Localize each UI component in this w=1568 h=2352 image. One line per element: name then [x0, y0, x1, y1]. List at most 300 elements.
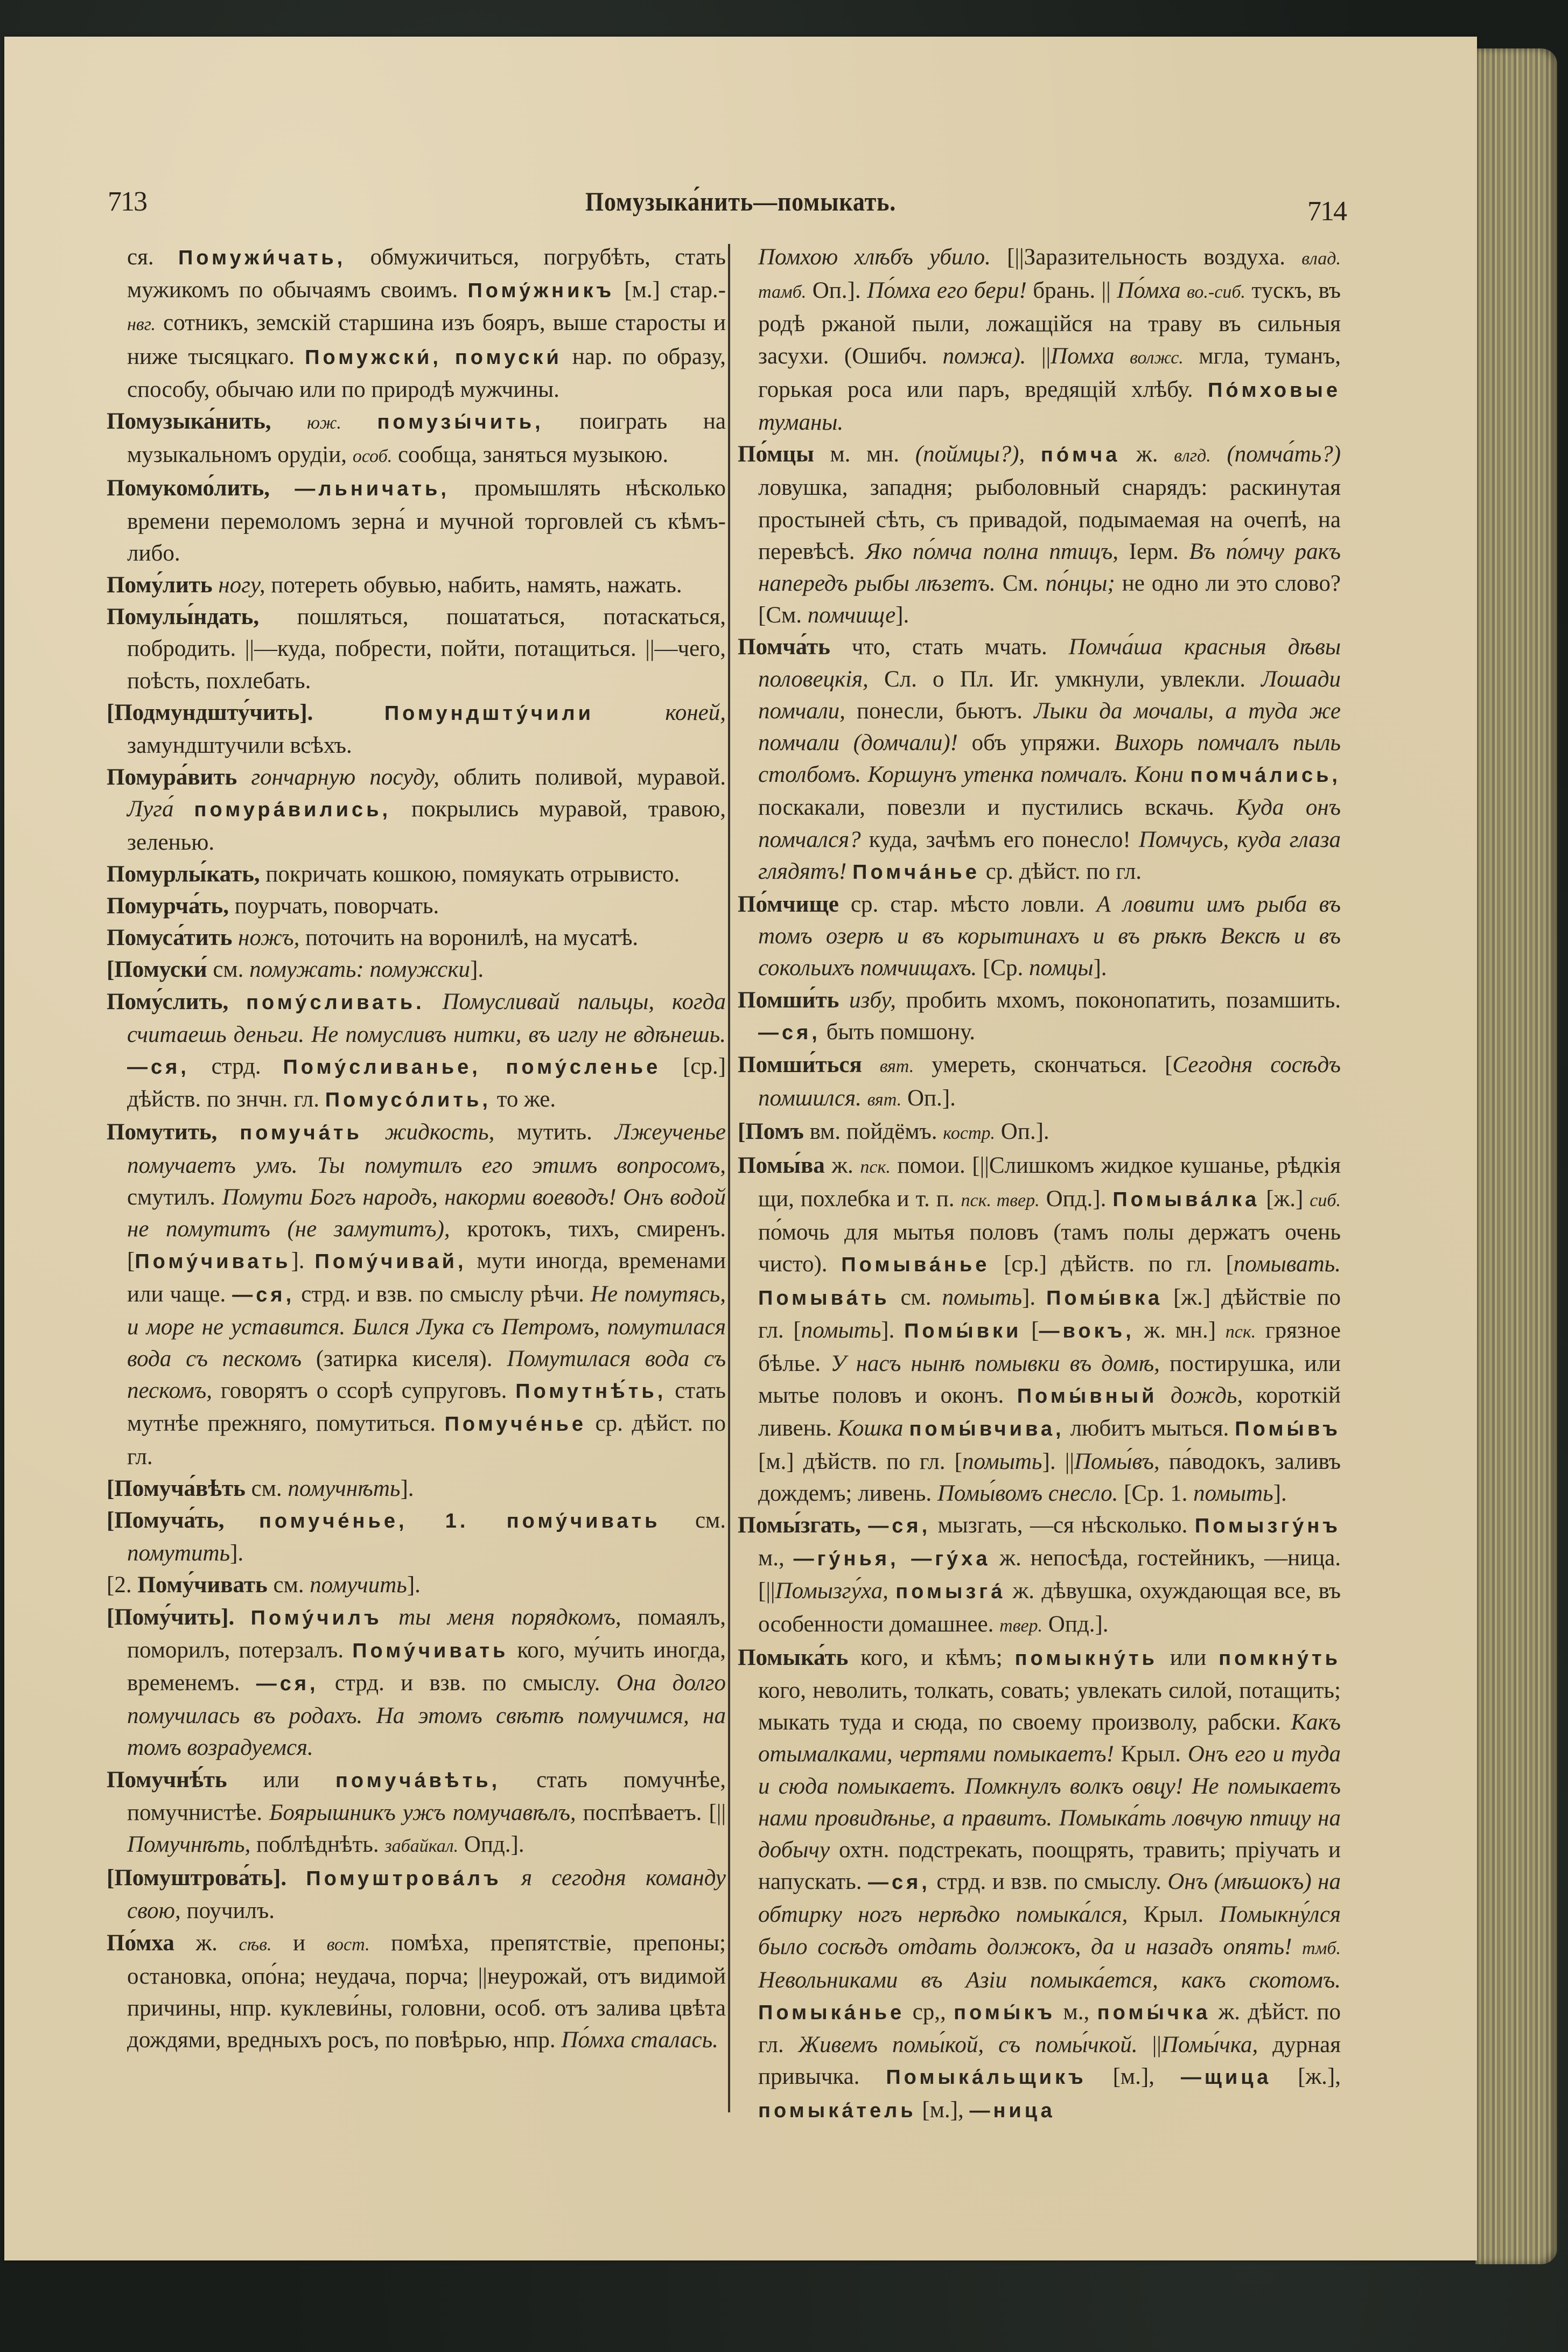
- spaced-derivative: —ся,: [758, 1021, 821, 1044]
- italic-example: Лжеученье помучаетъ умъ. Ты помутилъ его этимъ вопросомъ,: [127, 1119, 726, 1178]
- spaced-derivative: —ся,: [127, 1056, 190, 1079]
- definition-text: покричать кошкою, помяукать отрывисто.: [260, 861, 680, 887]
- dictionary-entry: [738, 1116, 1341, 1149]
- spaced-derivative: Помусо́лить,: [325, 1089, 491, 1112]
- spaced-derivative: Помызгу́нъ: [1194, 1514, 1341, 1537]
- definition-text: ж. дѣйст. по гл.: [758, 1999, 1341, 2058]
- region-abbreviation: забайкал.: [384, 1836, 459, 1856]
- italic-example: помцы: [1029, 955, 1094, 981]
- definition-text: мызгать, —ся нѣсколько.: [930, 1512, 1195, 1538]
- definition-text: пошляться, пошататься, потаскаться, побродить. ||—куда, побрести, пойти, потащиться. ||—чего, поѣсть, похлебать.: [127, 604, 726, 694]
- italic-example: По́мха его бери!: [867, 278, 1027, 304]
- dictionary-entry: [107, 858, 726, 890]
- definition-text: [861, 1513, 868, 1538]
- definition-text: [ср.] дѣйств. по гл. [: [990, 1251, 1234, 1277]
- definition-text: [846, 859, 852, 884]
- definition-text: [ж.],: [1271, 2064, 1341, 2090]
- headword: Помурча́ть,: [107, 893, 229, 919]
- headword: [Помуча́ть,: [107, 1507, 225, 1533]
- definition-text: потереть обувью, набить, намять, нажать.: [265, 572, 682, 598]
- spaced-derivative: Помыка́льщикъ: [886, 2066, 1087, 2089]
- definition-text: поиграть на музыкальномъ орудіи,: [127, 409, 726, 468]
- spaced-derivative: помкну́ть: [1219, 1647, 1341, 1670]
- definition-text: понесли, бьютъ.: [845, 698, 1034, 724]
- definition-text: сотникъ, земскій старшина изъ бояръ, выше старосты и ниже тысяцкаго.: [127, 310, 726, 369]
- definition-text: замундштучили всѣхъ.: [127, 733, 352, 759]
- definition-text: обмужичиться, погрубѣть, стать мужикомъ по обычаямъ своимъ.: [127, 244, 726, 303]
- italic-example: помыть: [1193, 1480, 1273, 1506]
- region-abbreviation: пск. твер.: [961, 1190, 1040, 1210]
- definition-text: вм. пойдёмъ.: [803, 1119, 943, 1145]
- spaced-derivative: помы́къ: [954, 2001, 1056, 2024]
- region-abbreviation: во.-сиб.: [1187, 282, 1245, 303]
- italic-example: Помы́вомъ снесло.: [937, 1480, 1118, 1506]
- spaced-derivative: Помча́нье: [852, 860, 980, 884]
- definition-text: мути иногда, временами или чаще.: [127, 1248, 726, 1307]
- spaced-derivative: Помыва́нье: [841, 1254, 990, 1277]
- definition-text: ся.: [127, 244, 178, 270]
- headword: Пому́лить: [107, 572, 213, 598]
- headword: [Помъ: [738, 1119, 804, 1145]
- region-abbreviation: вост.: [326, 1934, 370, 1955]
- definition-text: [м.] стар.-: [614, 277, 726, 303]
- spaced-derivative: Помыва́лка: [1112, 1188, 1260, 1211]
- headword: [Помуски́: [107, 957, 207, 983]
- definition-text: ||: [1137, 2032, 1161, 2058]
- definition-text: см.: [660, 1507, 726, 1533]
- italic-example: Невольниками въ Азіи помыка́ется, какъ скотомъ.: [758, 1967, 1341, 1993]
- definition-text: ж.: [824, 1152, 860, 1178]
- page-number-left: 713: [108, 186, 146, 217]
- definition-text: стать мутнѣе прежняго, помутиться.: [127, 1378, 726, 1437]
- spaced-derivative: Пому́жникъ: [467, 279, 615, 303]
- italic-example: помыть: [962, 1448, 1042, 1474]
- dictionary-entry: [107, 761, 726, 858]
- definition-text: покрылись муравой, травою, зеленью.: [127, 796, 726, 855]
- italic-example: помывать.: [1233, 1251, 1341, 1277]
- definition-text: м.,: [758, 1545, 794, 1571]
- spaced-derivative: помура́вились,: [194, 799, 391, 822]
- definition-text: стрд. и взв. по смыслу.: [318, 1670, 617, 1696]
- definition-text: Іерм.: [1118, 538, 1189, 564]
- italic-example: помжа).: [942, 343, 1026, 369]
- definition-text: Оп.].: [901, 1086, 956, 1111]
- region-abbreviation: нвг.: [127, 314, 156, 335]
- italic-example: Куда онъ помчался?: [758, 795, 1341, 852]
- italic-example: Лошади помчали,: [758, 666, 1341, 724]
- italic-example: Не помутясь, и море не уставится. Бился Лука съ Петромъ, помутилася вода съ пескомъ: [127, 1281, 726, 1371]
- dictionary-entry: [107, 1473, 726, 1504]
- definition-text: см.: [245, 1475, 288, 1501]
- left-column: [107, 241, 726, 2056]
- italic-example: Помы́чка,: [1161, 2032, 1258, 2058]
- definition-text: грязное бѣлье.: [758, 1317, 1341, 1376]
- italic-example: по́нцы;: [1045, 571, 1115, 597]
- definition-text: то же.: [491, 1087, 556, 1112]
- definition-text: Опд.].: [1042, 1611, 1109, 1637]
- definition-text: [1157, 1383, 1171, 1408]
- definition-text: [м.],: [1086, 2064, 1181, 2090]
- definition-text: см.: [890, 1284, 942, 1310]
- italic-example: Помча́ша красныя дѣвы половецкія,: [758, 634, 1341, 692]
- definition-text: [237, 765, 251, 790]
- italic-example: А ловити имъ рыба въ томъ озерѣ и въ корытинахъ и въ рѣкѣ Вексѣ и въ сокольихъ помчищахъ.: [758, 892, 1341, 981]
- italic-example: ты меня порядкомъ,: [398, 1604, 621, 1630]
- spaced-derivative: помуче́нье, 1. пому́чивать: [258, 1509, 661, 1532]
- definition-text: Опд.].: [458, 1831, 524, 1857]
- spaced-derivative: Помуштрова́лъ: [306, 1867, 502, 1891]
- definition-text: промышлять нѣсколько времени перемоломъ зерна́ и мучной торговлей съ кѣмъ-либо.: [127, 475, 726, 566]
- italic-example: Какъ отымалками, чертями помыкаетъ!: [758, 1710, 1341, 1767]
- italic-example: Помызгу́ха,: [775, 1578, 888, 1604]
- spaced-derivative: —ся,: [232, 1283, 295, 1306]
- definition-text: [594, 700, 665, 725]
- definition-text: см.: [267, 1572, 310, 1598]
- definition-text: [м.] дѣйств. по гл. [: [758, 1448, 962, 1474]
- italic-example: Онъ (мѣшокъ) на обтирку ногъ нерѣдко помыка́лся,: [758, 1869, 1341, 1928]
- italic-example: Онъ его и туда и сюда помыкаетъ. Помкнулъ волкъ овцу! Не помыкаетъ нами провидѣнье, а правитъ. Помыка́ть ловчую птицу на добычу: [758, 1741, 1341, 1863]
- definition-text: [ж.] дѣйствіе по гл. [: [758, 1284, 1341, 1343]
- definition-text: [1292, 1934, 1302, 1959]
- spaced-derivative: —ница: [969, 2099, 1055, 2122]
- definition-text: [862, 1052, 880, 1077]
- headword: Помутить,: [107, 1119, 218, 1145]
- italic-example: помучнѣть: [288, 1475, 401, 1501]
- definition-text: [м.],: [916, 2097, 970, 2123]
- spaced-derivative: —ся,: [867, 1871, 930, 1894]
- spaced-derivative: помызга́: [895, 1580, 1006, 1604]
- definition-text: по́мочь для мытья половъ (тамъ полы держатъ очень чисто).: [758, 1220, 1341, 1277]
- spaced-derivative: помузы́чить,: [377, 411, 544, 434]
- definition-text: быть помшону.: [820, 1019, 976, 1045]
- definition-text: мгла, туманъ, горькая роса или паръ, вредящій хлѣбу.: [758, 343, 1341, 402]
- dictionary-entry: [107, 1116, 726, 1472]
- dictionary-entry: [738, 438, 1341, 631]
- spaced-derivative: —льничать,: [295, 478, 450, 501]
- definition-text: любитъ мыться.: [1064, 1416, 1235, 1441]
- spaced-derivative: —ся,: [256, 1672, 319, 1695]
- definition-text: ].: [400, 1475, 414, 1501]
- headword: Помыка́ть: [738, 1644, 849, 1670]
- definition-text: помои. [||Слишкомъ жидкое кушанье, рѣдкія щи, похлебка и т. п.: [758, 1152, 1341, 1212]
- dictionary-entry: [738, 1150, 1341, 1509]
- italic-example: Сегодня сосѣдъ помшился.: [758, 1052, 1341, 1111]
- headword: Помы́ва: [738, 1152, 825, 1178]
- definition-text: [213, 572, 219, 598]
- column-divider: [728, 244, 730, 2112]
- definition-text: ].: [1273, 1480, 1287, 1506]
- definition-text: и: [271, 1930, 327, 1956]
- italic-example: избу,: [849, 987, 897, 1013]
- definition-text: [173, 796, 194, 822]
- spaced-derivative: Помуче́нье: [444, 1413, 587, 1436]
- spaced-derivative: по́мча: [1040, 444, 1121, 467]
- definition-text: говорятъ о ссорѣ супруговъ.: [212, 1378, 516, 1404]
- italic-example: помыть: [942, 1284, 1023, 1310]
- definition-text: поспѣваетъ. [||: [576, 1800, 726, 1825]
- italic-example: Помы́въ,: [1074, 1448, 1160, 1474]
- definition-text: [1184, 762, 1190, 787]
- running-head-title: Помузыка́нить—помыкать.: [585, 186, 897, 216]
- spaced-derivative: —вокъ,: [1039, 1319, 1135, 1342]
- italic-example: Помыкну́лся было сосѣдъ отдать должокъ, да и назадъ опять!: [758, 1902, 1341, 1959]
- definition-text: поучилъ.: [180, 1898, 275, 1924]
- region-abbreviation: влгд.: [1174, 446, 1211, 466]
- headword: По́мчище: [738, 892, 839, 918]
- region-abbreviation: пск.: [860, 1157, 891, 1177]
- definition-text: ж. непосѣда, гостейникъ, —ница. [||: [758, 1545, 1341, 1604]
- definition-text: [ж.]: [1259, 1186, 1310, 1212]
- definition-text: кого, неволить, толкать, совать; увлекать силой, потащить; мыкать туда и сюда, по своему произволу, рабски.: [758, 1677, 1341, 1735]
- italic-example: жидкость,: [384, 1119, 495, 1145]
- headword: Помы́згать,: [738, 1512, 861, 1538]
- italic-example: Живемъ помы́кой, съ помы́чкой.: [798, 2032, 1138, 2058]
- definition-text: ].: [1022, 1284, 1047, 1310]
- definition-text: поблѣднѣть.: [250, 1831, 385, 1857]
- definition-text: [Ср. 1.: [1118, 1480, 1194, 1506]
- definition-text: ср. дѣйст. по гл.: [127, 1411, 726, 1469]
- italic-example: коней,: [665, 699, 726, 725]
- definition-text: [382, 1605, 398, 1630]
- dictionary-entry: [107, 1601, 726, 1764]
- headword: [Пому́чить].: [107, 1604, 235, 1630]
- definition-text: [: [1021, 1317, 1039, 1343]
- definition-text: [232, 925, 238, 950]
- headword: [Подмундшту́чить].: [107, 699, 313, 725]
- definition-text: ]. ||: [1042, 1448, 1074, 1474]
- definition-text: Оп.].: [806, 278, 867, 304]
- definition-text: стрд. и взв. по смыслу рѣчи.: [295, 1281, 591, 1307]
- spaced-derivative: помы́чка: [1097, 2001, 1211, 2024]
- dictionary-entry: [107, 697, 726, 761]
- definition-text: брань. ||: [1026, 278, 1117, 304]
- definition-text: кого, му́чить иногда, временемъ.: [127, 1637, 726, 1696]
- definition-text: [217, 1119, 240, 1145]
- spaced-derivative: Пому́чивать: [135, 1250, 291, 1273]
- definition-text: па́водокъ, заливъ дождемъ; ливень.: [758, 1448, 1341, 1506]
- region-abbreviation: костр.: [943, 1123, 996, 1144]
- definition-text: нар. по образу, способу, обычаю или по природѣ мужчины.: [127, 344, 726, 402]
- definition-text: облить поливой, муравой.: [439, 765, 726, 790]
- italic-example: Помчусь, куда глаза глядятъ!: [758, 827, 1341, 884]
- italic-example: Вихорь помчалъ пыль столбомъ. Коршунъ утенка помчалъ. Кони: [758, 730, 1341, 788]
- dictionary-entry: [107, 1504, 726, 1569]
- definition-text: м. мн.: [814, 442, 915, 467]
- definition-text: дурная привычка.: [758, 2032, 1341, 2090]
- headword: Помура́вить: [107, 765, 237, 790]
- definition-text: поскакали, повезли и пустились вскачь.: [758, 795, 1236, 821]
- italic-example: Луга́: [127, 796, 174, 822]
- right-column: [738, 241, 1341, 2127]
- italic-example: гончарную посуду,: [251, 765, 440, 790]
- definition-text: [888, 1578, 895, 1604]
- italic-example: По́мха сталась.: [561, 2027, 718, 2053]
- definition-text: [2.: [107, 1572, 138, 1598]
- definition-text: пробить мхомъ, поконопатить, позамшить.: [896, 987, 1341, 1013]
- spaced-derivative: Помужски́, помуски́: [305, 346, 562, 369]
- region-abbreviation: пск.: [1225, 1321, 1256, 1342]
- definition-text: не одно ли это слово? [См.: [758, 571, 1341, 628]
- spaced-derivative: помы́вчива,: [909, 1418, 1065, 1441]
- book-page: [4, 37, 1477, 2260]
- definition-text: м.,: [1055, 1999, 1097, 2025]
- dictionary-entry: [107, 472, 726, 569]
- definition-text: [Ср.: [977, 955, 1030, 981]
- region-abbreviation: вят.: [879, 1056, 914, 1077]
- definition-text: см.: [207, 957, 250, 983]
- dictionary-entry: [738, 1642, 1341, 2127]
- definition-text: [1025, 442, 1041, 467]
- definition-text: ловушка, западня; рыболовный снарядъ: раскинутая простыней сѣть, съ привадой, подымаемая на очепѣ, на перевѣсѣ.: [758, 475, 1341, 564]
- dictionary-entry: [107, 1764, 726, 1863]
- italic-example: помыть: [801, 1317, 881, 1343]
- definition-text: См.: [995, 571, 1046, 597]
- italic-example: (поймцы?),: [915, 442, 1025, 467]
- region-abbreviation: волжс.: [1130, 347, 1184, 368]
- spaced-derivative: По́мховые: [1208, 379, 1341, 402]
- book-page-edges: [1475, 48, 1557, 2264]
- definition-text: мутить.: [494, 1119, 615, 1145]
- italic-example: ножъ,: [238, 925, 300, 951]
- definition-text: кого, и кѣмъ;: [848, 1644, 1015, 1670]
- dictionary-entry: [107, 922, 726, 954]
- italic-example: Помусливай пальцы, когда считаешь деньги. Не помусливъ нитки, въ иглу не вдѣнешь.: [127, 989, 726, 1047]
- spaced-derivative: Пому́чивать: [352, 1639, 509, 1662]
- spaced-derivative: Помы́вка: [1046, 1286, 1163, 1310]
- dictionary-entry: [107, 569, 726, 601]
- region-abbreviation: сиб.: [1310, 1190, 1341, 1210]
- italic-example: помчище: [807, 603, 896, 628]
- definition-text: ].: [291, 1248, 315, 1274]
- definition-text: Крыл.: [1114, 1741, 1188, 1767]
- italic-example: Помхою хлѣбъ убило.: [758, 244, 991, 270]
- spaced-derivative: Пому́сливанье, пому́сленье: [283, 1056, 661, 1079]
- definition-text: короткій ливень.: [758, 1383, 1341, 1441]
- definition-text: постирушка, или мытье половъ и оконъ.: [758, 1350, 1341, 1409]
- definition-text: ж. дѣвушка, охуждающая все, въ особенности домашнее.: [758, 1578, 1341, 1637]
- definition-text: стрд.: [189, 1054, 283, 1080]
- definition-text: ].: [470, 957, 484, 983]
- definition-text: объ упряжи.: [957, 730, 1115, 756]
- headword: Пому́слить,: [107, 989, 229, 1014]
- spaced-derivative: Помутнѣ́ть,: [515, 1380, 667, 1403]
- spaced-derivative: помуча́ть: [240, 1122, 362, 1145]
- definition-text: [839, 988, 849, 1013]
- dictionary-entry: [738, 984, 1341, 1049]
- headword: Помши́ться: [738, 1052, 862, 1078]
- definition-text: ].: [230, 1541, 244, 1566]
- region-abbreviation: тмб.: [1302, 1938, 1341, 1958]
- dictionary-entry-continuation: [107, 241, 726, 405]
- spaced-derivative: помыка́тель: [758, 2099, 916, 2122]
- definition-text: помаялъ, поморилъ, потерзалъ.: [127, 1604, 726, 1663]
- definition-text: [313, 700, 384, 725]
- italic-example: ногу,: [218, 572, 265, 598]
- dictionary-entry: [107, 986, 726, 1117]
- dictionary-entry: [738, 1049, 1341, 1116]
- dictionary-entry: [107, 1569, 726, 1601]
- definition-text: что, стать мчать.: [830, 634, 1069, 660]
- definition-text: [502, 1865, 521, 1891]
- definition-text: стать помучнѣе, помучнистѣе.: [127, 1767, 726, 1825]
- headword: Помузыка́нить,: [107, 409, 271, 435]
- spaced-derivative: —гу́нья, —гу́ха: [793, 1548, 991, 1571]
- dictionary-entry: [738, 1509, 1341, 1642]
- headword: Помурлы́кать,: [107, 861, 260, 887]
- spaced-derivative: пому́сливать.: [246, 991, 425, 1014]
- headword: Помуса́тить: [107, 925, 233, 951]
- headword: По́мха: [107, 1930, 174, 1956]
- spaced-derivative: Помундшту́чили: [384, 702, 594, 725]
- italic-example: я сегодня команду свою,: [127, 1865, 726, 1924]
- definition-text: ].: [881, 1317, 905, 1343]
- dictionary-entry: [107, 1862, 726, 1927]
- definition-text: стрд. и взв. по смыслу.: [930, 1869, 1168, 1895]
- italic-example: Лыки да мочалы, а туда же помчали (домчали)!: [758, 698, 1341, 756]
- definition-text: помѣха, препятствіе, препоны; остановка, опо́на; неудача, порча; ||неурожай, отъ видимой причины, нпр. куклеви́ны, головни, особ. отъ залива цвѣта дождями, вредныхъ росъ, по повѣрью, нпр.: [127, 1930, 726, 2053]
- definition-text: [271, 409, 307, 434]
- definition-text: Крыл.: [1128, 1902, 1220, 1928]
- headword: [Помуча́вѣть: [107, 1475, 246, 1501]
- region-abbreviation: особ.: [352, 446, 393, 467]
- italic-example: помучить: [310, 1572, 407, 1598]
- headword: Помча́ть: [738, 634, 830, 660]
- headword: Пому́чивать: [137, 1572, 268, 1598]
- headword: Помукомо́лить,: [107, 475, 270, 501]
- spaced-derivative: помча́лись,: [1190, 764, 1341, 787]
- region-abbreviation: влад. тамб.: [758, 249, 1341, 303]
- definition-text: охтн. подстрекать, поощрять, травить; пріучать и напускать.: [758, 1837, 1341, 1895]
- dictionary-entry: [107, 954, 726, 985]
- page-number-right: 714: [1307, 196, 1346, 227]
- region-abbreviation: вят.: [867, 1090, 902, 1110]
- definition-text: ].: [1093, 955, 1107, 981]
- spaced-derivative: —щица: [1180, 2066, 1272, 2089]
- definition-text: ж. мн.]: [1134, 1317, 1226, 1343]
- definition-text: или: [227, 1767, 335, 1793]
- dictionary-entry: [107, 1927, 726, 2056]
- definition-text: [425, 989, 443, 1014]
- spaced-derivative: Пому́чивай,: [314, 1250, 467, 1273]
- italic-example: Она долго помучилась въ родахъ. На этомъ свѣтѣ помучимся, на томъ возрадуемся.: [127, 1670, 726, 1761]
- definition-text: [225, 1508, 259, 1533]
- definition-text: сообща, заняться музыкою.: [392, 442, 669, 468]
- definition-text: [1211, 442, 1227, 467]
- definition-text: [||Заразительность воздуха.: [990, 244, 1302, 270]
- italic-example: Помути Богъ народъ, накорми воеводъ! Онъ водой не помутитъ (не замутитъ),: [127, 1184, 726, 1242]
- italic-example: Помха: [1051, 343, 1115, 369]
- dictionary-entry: [107, 601, 726, 697]
- dictionary-entry: [738, 888, 1341, 984]
- definition-text: [862, 1086, 867, 1111]
- spaced-derivative: —ся,: [868, 1514, 931, 1537]
- definition-text: ].: [407, 1572, 421, 1598]
- italic-example: дождь,: [1170, 1383, 1243, 1409]
- italic-example: Кошка: [838, 1416, 904, 1441]
- italic-example: (помча́ть?): [1227, 442, 1341, 467]
- definition-text: [1181, 278, 1187, 303]
- spaced-derivative: Помыва́ть: [758, 1286, 890, 1310]
- running-head: [4, 179, 1477, 227]
- italic-example: У насъ нынѣ помывки въ домѣ,: [830, 1350, 1160, 1376]
- definition-text: кротокъ, тихъ, смиренъ. [: [127, 1216, 726, 1274]
- definition-text: [228, 989, 246, 1014]
- headword: Помучнѣ́ть: [107, 1767, 227, 1793]
- definition-text: [ср.] дѣйств. по знчн. гл.: [127, 1054, 726, 1112]
- definition-text: ||: [1026, 343, 1051, 369]
- definition-text: или: [1157, 1644, 1219, 1670]
- dictionary-entry: [107, 405, 726, 472]
